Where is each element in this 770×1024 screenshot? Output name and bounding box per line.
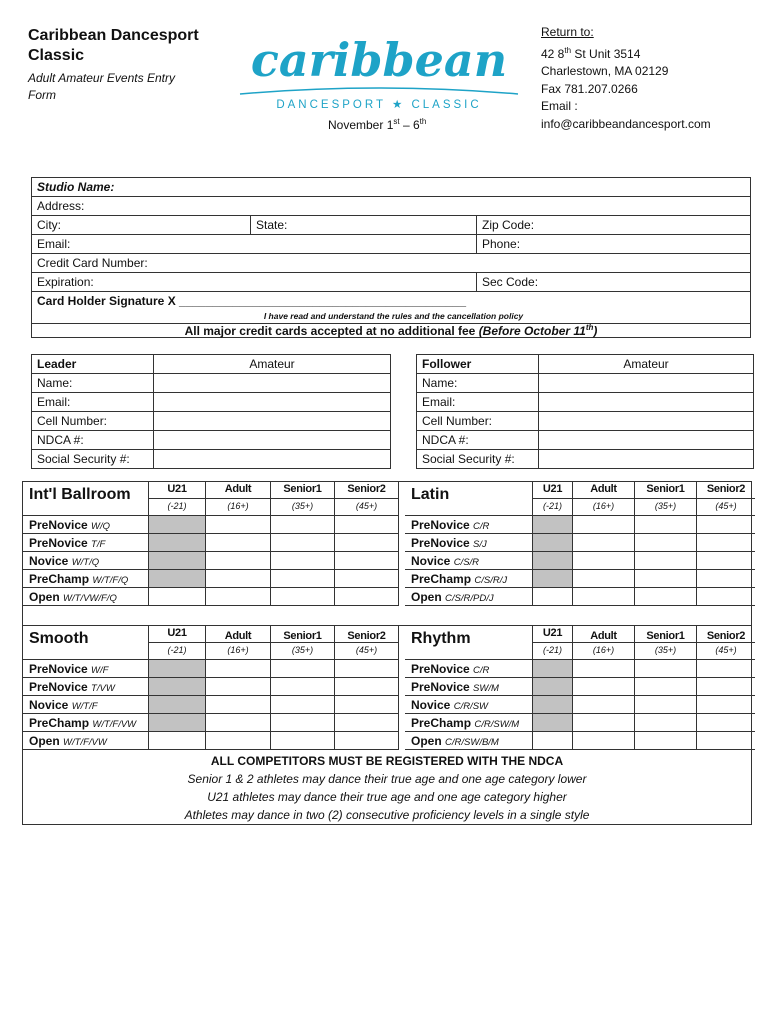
smooth-level-name: PreNovice <box>29 662 92 676</box>
return-street: 42 8th St Unit 3514 <box>541 45 641 61</box>
ballroom-entry-checkbox[interactable] <box>271 588 335 606</box>
rhythm-level-4 <box>405 732 533 750</box>
ballroom-age-u21: (-21) <box>149 499 206 516</box>
smooth-entry-checkbox[interactable] <box>271 714 335 732</box>
rhythm-col-senior1: Senior1 <box>635 626 697 643</box>
rhythm-level-dances: C/R/SW <box>453 701 488 712</box>
state-field[interactable]: State: <box>250 216 476 234</box>
logo-tagline: DANCESPORT ★ CLASSIC <box>276 99 482 110</box>
return-fax: Fax 781.207.0266 <box>541 81 638 96</box>
rhythm-level-2 <box>405 696 533 714</box>
ballroom-entry-checkbox <box>149 534 206 552</box>
return-address <box>541 24 711 133</box>
ballroom-level-4 <box>23 588 149 606</box>
leader-ndca-field[interactable] <box>153 431 390 449</box>
ballroom-entry-checkbox[interactable] <box>335 516 399 534</box>
event-dates: November 1st – 6th <box>328 117 427 132</box>
phone-field[interactable]: Phone: <box>476 235 750 253</box>
smooth-col-adult: Adult <box>206 626 271 643</box>
studio-email-field[interactable]: Email: <box>37 237 71 251</box>
rhythm-level-name: Open <box>411 734 446 748</box>
ballroom-level-dances: W/T/F/Q <box>92 575 129 586</box>
return-label: Return to: <box>541 25 594 39</box>
smooth-level-name: Novice <box>29 698 72 712</box>
caribbean-logo <box>238 26 520 110</box>
logo-wordmark: caribbean <box>250 33 508 87</box>
follower-cell-field[interactable] <box>538 412 753 430</box>
latin-entry-checkbox[interactable] <box>697 570 755 588</box>
smooth-entry-checkbox <box>149 696 206 714</box>
city-field[interactable]: City: <box>37 218 61 232</box>
smooth-entry-checkbox <box>149 678 206 696</box>
follower-ndca-field[interactable] <box>538 431 753 449</box>
ballroom-level-1 <box>23 534 149 552</box>
latin-entry-checkbox[interactable] <box>573 588 635 606</box>
ballroom-entry-checkbox[interactable] <box>271 516 335 534</box>
latin-level-name: PreNovice <box>411 536 474 550</box>
studio-info-table <box>31 177 751 324</box>
rhythm-entry-checkbox[interactable] <box>573 696 635 714</box>
address-label: Address: <box>37 199 85 213</box>
rhythm-entry-checkbox[interactable] <box>573 678 635 696</box>
rhythm-level-dances: C/R <box>473 665 490 676</box>
ballroom-entry-checkbox[interactable] <box>271 570 335 588</box>
rhythm-level-name: PreNovice <box>411 680 474 694</box>
rhythm-entry-checkbox[interactable] <box>573 660 635 678</box>
smooth-entry-checkbox[interactable] <box>206 732 271 750</box>
ballroom-age-adult: (16+) <box>206 499 271 516</box>
studio-name-label: Studio Name: <box>37 180 115 194</box>
smooth-entry-checkbox[interactable] <box>149 732 206 750</box>
latin-entry-checkbox[interactable] <box>533 588 573 606</box>
smooth-entry-checkbox[interactable] <box>206 678 271 696</box>
latin-title: Latin <box>405 482 533 516</box>
ballroom-entry-checkbox[interactable] <box>206 552 271 570</box>
ballroom-entry-checkbox[interactable] <box>206 516 271 534</box>
leader-header: Leader <box>37 357 77 371</box>
cc-number-label: Credit Card Number: <box>37 256 148 270</box>
ballroom-level-name: PreNovice <box>29 518 92 532</box>
follower-name-row: Name: <box>417 374 753 393</box>
rhythm-level-dances: SW/M <box>473 683 499 694</box>
follower-ndca-row: NDCA #: <box>417 431 753 450</box>
smooth-entry-checkbox[interactable] <box>271 696 335 714</box>
follower-email-row: Email: <box>417 393 753 412</box>
logo-graphic <box>238 26 520 110</box>
smooth-entry-checkbox[interactable] <box>335 678 399 696</box>
smooth-level-4 <box>23 732 149 750</box>
latin-age-adult: (16+) <box>573 499 635 516</box>
smooth-entry-checkbox[interactable] <box>271 660 335 678</box>
rhythm-col-u21: U21 <box>533 626 573 643</box>
ballroom-level-name: PreChamp <box>29 572 93 586</box>
rhythm-level-dances: C/R/SW/B/M <box>445 737 499 748</box>
smooth-level-dances: T/VW <box>91 683 115 694</box>
latin-level-name: Novice <box>411 554 454 568</box>
rhythm-level-name: PreNovice <box>411 662 474 676</box>
leader-ssn-field[interactable] <box>153 450 390 468</box>
ballroom-entry-checkbox[interactable] <box>271 534 335 552</box>
rhythm-entry-checkbox[interactable] <box>697 732 755 750</box>
signature-line: Card Holder Signature X ___________________________________________ <box>37 294 466 308</box>
leader-email-row: Email: <box>32 393 390 412</box>
sec-code-field[interactable]: Sec Code: <box>476 273 750 291</box>
ballroom-entry-checkbox <box>149 516 206 534</box>
rhythm-level-0 <box>405 660 533 678</box>
ballroom-level-name: Open <box>29 590 64 604</box>
rhythm-entry-checkbox[interactable] <box>573 714 635 732</box>
smooth-title: Smooth <box>23 626 149 660</box>
section-spacer <box>23 606 751 626</box>
ballroom-entry-checkbox[interactable] <box>206 534 271 552</box>
ballroom-level-3 <box>23 570 149 588</box>
rhythm-entry-checkbox[interactable] <box>697 678 755 696</box>
event-title-line2: Classic <box>28 47 85 64</box>
address-row[interactable] <box>32 197 750 216</box>
rhythm-entry-checkbox[interactable] <box>635 678 697 696</box>
latin-entry-checkbox <box>533 570 573 588</box>
latin-col-senior2: Senior2 <box>697 482 755 499</box>
leader-ndca-row: NDCA #: <box>32 431 390 450</box>
latin-level-dances: C/S/R/J <box>474 575 508 586</box>
smooth-entry-checkbox <box>149 660 206 678</box>
leader-name-field[interactable] <box>153 374 390 392</box>
events-grid <box>22 481 752 825</box>
latin-level-name: Open <box>411 590 446 604</box>
smooth-col-senior2: Senior2 <box>335 626 399 643</box>
ballroom-level-0 <box>23 516 149 534</box>
latin-entry-checkbox[interactable] <box>573 552 635 570</box>
ballroom-entry-checkbox[interactable] <box>206 570 271 588</box>
leader-table <box>31 354 391 469</box>
smooth-entry-checkbox[interactable] <box>271 678 335 696</box>
ballroom-entry-checkbox[interactable] <box>271 552 335 570</box>
latin-entry-checkbox[interactable] <box>635 516 697 534</box>
rhythm-entry-checkbox[interactable] <box>697 696 755 714</box>
ballroom-title: Int'l Ballroom <box>23 482 149 516</box>
ballroom-col-senior2: Senior2 <box>335 482 399 499</box>
ballroom-level-dances: W/T/Q <box>71 557 100 568</box>
ballroom-entry-checkbox <box>149 570 206 588</box>
smooth-entry-checkbox[interactable] <box>335 714 399 732</box>
latin-level-4 <box>405 588 533 606</box>
rhythm-age-senior1: (35+) <box>635 643 697 660</box>
smooth-age-senior1: (35+) <box>271 643 335 660</box>
ballroom-age-senior2: (45+) <box>335 499 399 516</box>
smooth-level-2 <box>23 696 149 714</box>
rhythm-col-senior2: Senior2 <box>697 626 755 643</box>
rhythm-entry-checkbox[interactable] <box>697 714 755 732</box>
ballroom-entry-checkbox[interactable] <box>335 552 399 570</box>
smooth-level-dances: W/F <box>91 665 109 676</box>
ballroom-level-dances: W/Q <box>91 521 111 532</box>
rhythm-entry-checkbox <box>533 696 573 714</box>
smooth-col-u21: U21 <box>149 626 206 643</box>
latin-entry-checkbox <box>533 516 573 534</box>
latin-age-senior1: (35+) <box>635 499 697 516</box>
smooth-level-0 <box>23 660 149 678</box>
leader-name-row: Name: <box>32 374 390 393</box>
smooth-level-name: PreChamp <box>29 716 93 730</box>
rules-note-2: Senior 1 & 2 athletes may dance their true age and one age category lower <box>187 772 587 786</box>
latin-entry-checkbox[interactable] <box>697 534 755 552</box>
leader-email-field[interactable] <box>153 393 390 411</box>
rhythm-age-adult: (16+) <box>573 643 635 660</box>
form-subtitle: Adult Amateur Events Entry Form <box>28 71 175 102</box>
rhythm-age-u21: (-21) <box>533 643 573 660</box>
expiration-row <box>32 273 750 292</box>
smooth-level-dances: W/T/F <box>71 701 98 712</box>
smooth-entry-checkbox[interactable] <box>206 696 271 714</box>
rhythm-entry-checkbox[interactable] <box>635 714 697 732</box>
rhythm-entry-checkbox[interactable] <box>635 732 697 750</box>
return-email-label: Email : <box>541 99 578 113</box>
follower-email-field[interactable] <box>538 393 753 411</box>
latin-level-0 <box>405 516 533 534</box>
smooth-entry-checkbox[interactable] <box>335 732 399 750</box>
ballroom-entry-checkbox[interactable] <box>335 588 399 606</box>
latin-level-dances: S/J <box>473 539 487 550</box>
follower-ssn-row: Social Security #: <box>417 450 753 468</box>
rhythm-level-name: Novice <box>411 698 454 712</box>
leader-cell-field[interactable] <box>153 412 390 430</box>
rhythm-col-adult: Adult <box>573 626 635 643</box>
smooth-level-1 <box>23 678 149 696</box>
rhythm-age-senior2: (45+) <box>697 643 755 660</box>
latin-level-3 <box>405 570 533 588</box>
rhythm-entry-checkbox[interactable] <box>533 732 573 750</box>
latin-entry-checkbox[interactable] <box>635 570 697 588</box>
smooth-entry-checkbox[interactable] <box>271 732 335 750</box>
follower-status: Amateur <box>538 355 753 373</box>
follower-header-row <box>417 355 753 374</box>
ballroom-entry-checkbox[interactable] <box>149 588 206 606</box>
latin-entry-checkbox[interactable] <box>635 588 697 606</box>
rhythm-level-3 <box>405 714 533 732</box>
ballroom-col-adult: Adult <box>206 482 271 499</box>
leader-cell-row: Cell Number: <box>32 412 390 431</box>
smooth-age-senior2: (45+) <box>335 643 399 660</box>
event-title-line1: Caribbean Dancesport <box>28 27 199 44</box>
ballroom-entry-checkbox[interactable] <box>335 534 399 552</box>
smooth-age-adult: (16+) <box>206 643 271 660</box>
zip-field[interactable]: Zip Code: <box>476 216 750 234</box>
latin-entry-checkbox[interactable] <box>573 570 635 588</box>
smooth-col-senior1: Senior1 <box>271 626 335 643</box>
latin-entry-checkbox[interactable] <box>573 534 635 552</box>
leader-ssn-row: Social Security #: <box>32 450 390 468</box>
smooth-entry-checkbox[interactable] <box>335 660 399 678</box>
follower-table <box>416 354 754 469</box>
rhythm-entry-checkbox <box>533 714 573 732</box>
studio-name-row[interactable] <box>32 178 750 197</box>
expiration-field[interactable]: Expiration: <box>37 275 94 289</box>
latin-entry-checkbox <box>533 552 573 570</box>
rules-acknowledgement: I have read and understand the rules and the cancellation policy <box>263 311 524 321</box>
ballroom-level-2 <box>23 552 149 570</box>
rhythm-title: Rhythm <box>405 626 533 660</box>
smooth-entry-checkbox <box>149 714 206 732</box>
latin-level-dances: C/S/R <box>453 557 480 568</box>
ballroom-entry-checkbox[interactable] <box>335 570 399 588</box>
rhythm-level-name: PreChamp <box>411 716 475 730</box>
smooth-entry-checkbox[interactable] <box>206 714 271 732</box>
leader-header-row <box>32 355 390 374</box>
ballroom-entry-checkbox[interactable] <box>206 588 271 606</box>
latin-level-1 <box>405 534 533 552</box>
smooth-level-dances: W/T/F/VW <box>92 719 137 730</box>
follower-name-field[interactable] <box>538 374 753 392</box>
ballroom-entry-checkbox <box>149 552 206 570</box>
latin-entry-checkbox[interactable] <box>573 516 635 534</box>
latin-age-senior2: (45+) <box>697 499 755 516</box>
follower-ssn-field[interactable] <box>538 450 753 468</box>
cc-number-row[interactable] <box>32 254 750 273</box>
latin-entry-checkbox[interactable] <box>697 516 755 534</box>
leader-status: Amateur <box>153 355 390 373</box>
ballroom-level-dances: W/T/VW/F/Q <box>63 593 117 604</box>
latin-entry-checkbox[interactable] <box>697 552 755 570</box>
smooth-level-name: Open <box>29 734 64 748</box>
rhythm-entry-checkbox[interactable] <box>573 732 635 750</box>
latin-level-2 <box>405 552 533 570</box>
latin-col-senior1: Senior1 <box>635 482 697 499</box>
city-row <box>32 216 750 235</box>
latin-level-name: PreChamp <box>411 572 475 586</box>
rhythm-entry-checkbox[interactable] <box>635 696 697 714</box>
follower-header: Follower <box>422 357 472 371</box>
ballroom-age-senior1: (35+) <box>271 499 335 516</box>
cards-accepted-note: All major credit cards accepted at no additional fee (Before October 11th) <box>31 318 751 338</box>
latin-level-dances: C/R <box>473 521 490 532</box>
rhythm-entry-checkbox <box>533 678 573 696</box>
latin-entry-checkbox <box>533 534 573 552</box>
rhythm-entry-checkbox <box>533 660 573 678</box>
latin-entry-checkbox[interactable] <box>697 588 755 606</box>
latin-age-u21: (-21) <box>533 499 573 516</box>
latin-col-adult: Adult <box>573 482 635 499</box>
event-title <box>28 26 199 66</box>
return-city: Charlestown, MA 02129 <box>541 64 669 78</box>
email-row <box>32 235 750 254</box>
latin-entry-checkbox[interactable] <box>635 534 697 552</box>
rhythm-level-dances: C/R/SW/M <box>474 719 520 730</box>
rhythm-entry-checkbox[interactable] <box>697 660 755 678</box>
rules-note-3: U21 athletes may dance their true age and one age category higher <box>207 790 567 804</box>
ballroom-level-dances: T/F <box>91 539 106 550</box>
smooth-age-u21: (-21) <box>149 643 206 660</box>
latin-level-dances: C/S/R/PD/J <box>445 593 494 604</box>
return-email: info@caribbeandancesport.com <box>541 116 711 131</box>
latin-entry-checkbox[interactable] <box>635 552 697 570</box>
ballroom-col-senior1: Senior1 <box>271 482 335 499</box>
smooth-level-3 <box>23 714 149 732</box>
rhythm-level-1 <box>405 678 533 696</box>
smooth-entry-checkbox[interactable] <box>335 696 399 714</box>
ballroom-level-name: PreNovice <box>29 536 92 550</box>
smooth-level-name: PreNovice <box>29 680 92 694</box>
ballroom-level-name: Novice <box>29 554 72 568</box>
smooth-entry-checkbox[interactable] <box>206 660 271 678</box>
rules-note-4: Athletes may dance in two (2) consecutive proficiency levels in a single style <box>184 808 590 822</box>
latin-col-u21: U21 <box>533 482 573 499</box>
ballroom-col-u21: U21 <box>149 482 206 499</box>
latin-level-name: PreNovice <box>411 518 474 532</box>
rules-note-1: ALL COMPETITORS MUST BE REGISTERED WITH THE NDCA <box>210 754 564 768</box>
follower-cell-row: Cell Number: <box>417 412 753 431</box>
rhythm-entry-checkbox[interactable] <box>635 660 697 678</box>
smooth-level-dances: W/T/F/VW <box>63 737 107 748</box>
